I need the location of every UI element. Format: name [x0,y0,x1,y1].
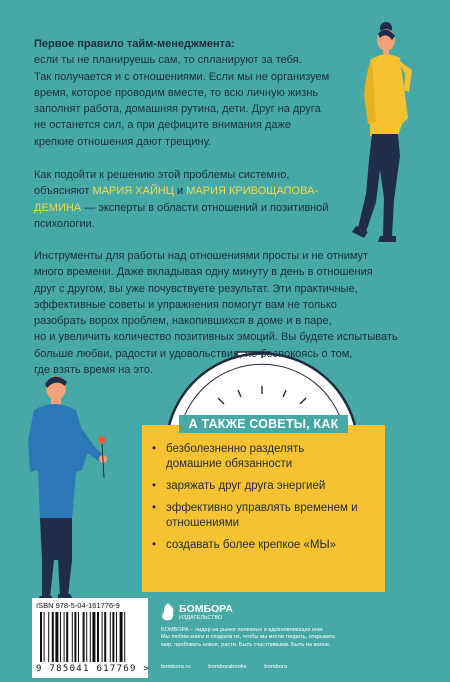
authors-line [34,183,329,199]
authors-line: Как подойти к решению этой проблемы системно, [34,169,290,181]
tips-card-title: А ТАКЖЕ СОВЕТЫ, КАК [179,415,349,433]
barcode-bar [112,612,114,662]
barcode-bar [83,612,85,662]
bullet-icon: • [152,443,157,455]
authors-paragraph [34,167,329,232]
author-name: ДЕМИНА [34,201,82,214]
authors-text: — эксперты в области отношений и позитивной [81,201,329,214]
barcode-bar [120,612,123,662]
author-name: МАРИЯ ХАЙНЦ [92,185,174,198]
barcode-bar [72,612,73,662]
barcode-bar [97,612,99,662]
authors-text: объясняют [34,185,93,198]
list-item-text: заряжать друг друга энергией [166,480,326,492]
barcode-bar [116,612,117,662]
intro-line: не останется сил, а при дефиците внимания даже [34,119,292,132]
tips-list [152,442,384,560]
bullet-icon: • [152,502,157,514]
barcode-bar [66,612,68,662]
isbn-number: ISBN 978-5-04-161776-9 [36,601,120,610]
barcode-bar [48,612,49,662]
tools-line: разобрать ворох проблем, накопившихся в доме и в паре, [34,315,332,328]
publisher-description-line: Мы любим книги и создаем их, чтобы вы могли творить, открывать [161,634,336,641]
barcode-bar [86,612,87,662]
barcode-digits: 9 785041 617769 > [36,664,151,674]
barcode-bar [104,612,106,662]
barcode-bar [92,612,95,662]
publisher-description-line: мир, пробовать новое, расти. Быть счастливыми. Быть на волне. [161,641,331,648]
barcode-bar [64,612,65,662]
tools-line: много времени. Даже вкладывая одну минуту в день в отношения [34,266,373,279]
list-item [152,538,384,553]
publisher-description-line: БОМБОРА – лидер на рынке полезных и вдохновляющих книг. [161,627,324,633]
bullet-icon: • [152,539,157,551]
list-item [152,442,384,472]
publisher-name: БОМБОРА [179,603,233,615]
barcode-icon [40,612,144,664]
intro-paragraph [34,36,334,150]
author-name: МАРИЯ КРИВОЩАПОВА- [186,185,319,198]
woman-illustration [352,22,412,242]
intro-line: крепкие отношения дают трещину. [34,135,212,148]
publisher-subtitle: ИЗДАТЕЛЬСТВО [179,615,223,621]
tools-line: где взять время на это. [34,364,154,377]
barcode-bar [40,612,42,662]
tools-line: эффективные советы и упражнения помогут вам не только [34,298,337,311]
intro-line: если ты не планируешь сам, то спланируют за тебя. [34,54,302,67]
barcode-bar [110,612,111,662]
authors-line [34,200,329,216]
authors-text: и [173,185,187,198]
intro-line: время, которое проводим вместе, то всю личную жизнь [34,86,319,99]
list-item-text: эффективно управлять временем и [166,502,358,514]
list-item [152,501,384,531]
list-item-text: домашние обязанности [166,458,293,470]
list-item-text: безболезненно разделять [166,443,305,455]
tools-line: друг с другом, вы уже почувствуете результат. Эти практичные, [34,282,358,295]
publisher-description [161,627,401,649]
barcode-bar [78,612,79,662]
barcode-bar [52,612,54,662]
tools-line: больше любви, радости и удовольствия, не беспокоясь о том, [34,347,353,360]
barcode-bar [124,612,125,662]
tips-card-title-box [142,413,385,435]
barcode-bar [44,612,45,662]
authors-line: психологии. [34,217,95,230]
website-link: bombora.ru [161,664,191,670]
tools-line: но и увеличить количество позитивных эмоций. Вы будете испытывать [34,331,398,344]
publisher-socials [161,664,303,670]
intro-line: заполнят работа, домашняя рутина, дети. Друг на друга [34,103,321,116]
barcode-bar [55,612,58,662]
barcode-bar [102,612,103,662]
list-item-text: создавать более крепкое «МЫ» [166,539,337,551]
intro-line: Так получается и с отношениями. Если мы не организуем [34,70,330,83]
barcode-bar [60,612,61,662]
bombora-logo-icon [161,603,175,621]
intro-heading: Первое правило тайм-менеджмента: [34,38,235,50]
man-illustration [28,376,107,606]
tools-paragraph [34,248,398,378]
bullet-icon: • [152,480,157,492]
telegram-link: bombora [264,664,288,670]
barcode-bar [74,612,76,662]
list-item [152,479,384,494]
vk-link: bomborabooks [208,664,247,670]
list-item-text: отношениями [166,517,240,529]
barcode-bar [90,612,91,662]
tools-line: Инструменты для работы над отношениями просты и не отнимут [34,250,369,262]
